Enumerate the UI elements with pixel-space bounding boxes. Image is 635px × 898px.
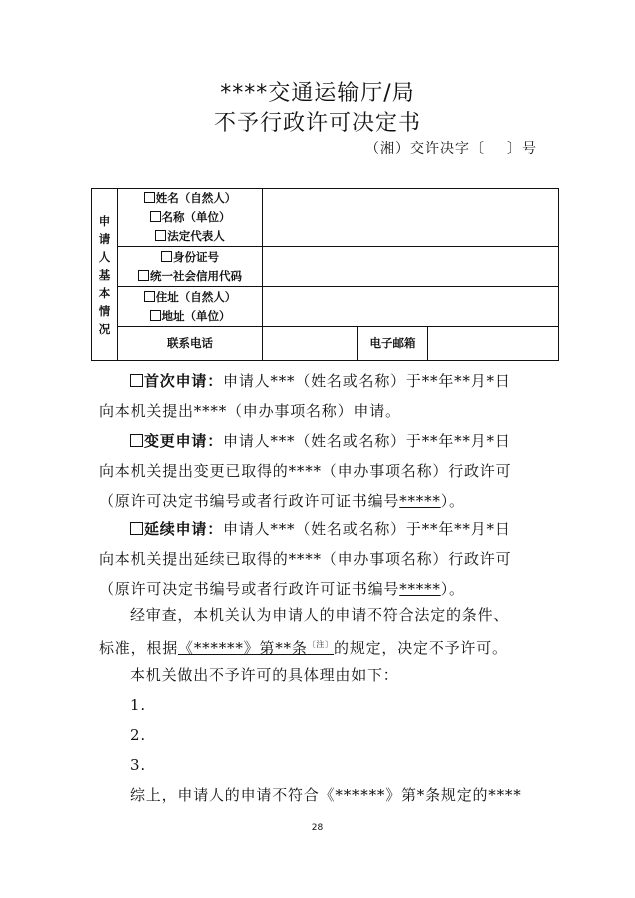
checkbox-change-application — [130, 434, 143, 447]
name-label-cell: 姓名（自然人） 名称（单位） 法定代表人 — [118, 189, 263, 247]
id-value-cell — [263, 247, 559, 287]
checkbox-first-application — [130, 374, 143, 387]
checkbox-address-person — [144, 291, 155, 302]
checkbox-renewal-application — [130, 522, 143, 535]
checkbox-legal-rep — [155, 230, 166, 241]
applicant-basic-info-label: 申 请 人 基 本 情 况 — [92, 189, 118, 361]
checkbox-id-number — [161, 251, 172, 262]
change-application-paragraph: 变更申请：申请人***（姓名或名称）于**年**月*日 向本机关提出变更已取得的****（申办事项名称）行政许可 （原许可决定书编号或者行政许可证书编号*****）。 — [99, 432, 512, 510]
reason-item: 2. — [130, 726, 146, 744]
address-value-cell — [263, 287, 559, 327]
checkbox-address-unit — [150, 310, 161, 321]
document-number-suffix: 〕号 — [507, 141, 537, 157]
document-number — [365, 138, 537, 158]
email-value-cell — [428, 327, 559, 361]
document-title-line2: 不予行政许可决定书 — [213, 111, 421, 136]
id-label-cell: 身份证号 统一社会信用代码 — [118, 247, 263, 287]
note-marker: 〔注〕 — [307, 640, 335, 649]
phone-value-cell — [263, 327, 358, 361]
checkbox-credit-code — [138, 270, 149, 281]
checkbox-name-unit — [150, 211, 161, 222]
reasons-section: 本机关做出不予许可的具体理由如下： 1. 2. 3. 综上，申请人的申请不符合《******》第*条规定的**** — [99, 660, 544, 810]
applicant-info-table — [91, 188, 559, 361]
address-label-cell: 住址（自然人） 地址（单位） — [118, 287, 263, 327]
conclusion-line: 综上，申请人的申请不符合《******》第*条规定的**** — [130, 786, 522, 804]
first-application-paragraph: 首次申请：申请人***（姓名或名称）于**年**月*日 向本机关提出****（申办事项名称）申请。 — [99, 372, 511, 420]
page-number: 28 — [311, 823, 324, 833]
document-title-line1: ****交通运输厅/局 — [220, 81, 415, 106]
name-value-cell — [263, 189, 559, 247]
checkbox-name-person — [144, 192, 155, 203]
email-label: 电子邮箱 — [358, 327, 428, 361]
reason-item: 3. — [130, 756, 146, 774]
renewal-application-paragraph: 延续申请：申请人***（姓名或名称）于**年**月*日 向本机关提出延续已取得的****（申办事项名称）行政许可 （原许可决定书编号或者行政许可证书编号*****）。 — [99, 520, 512, 598]
phone-label: 联系电话 — [118, 327, 263, 361]
review-paragraph: 经审查，本机关认为申请人的申请不符合法定的条件、 标准，根据《******》第**条$^{〔注〕}$的规定，决定不予许可。 — [99, 606, 510, 657]
document-number-prefix: （湘）交许决字〔 — [365, 141, 485, 157]
reason-item: 1. — [130, 696, 146, 714]
